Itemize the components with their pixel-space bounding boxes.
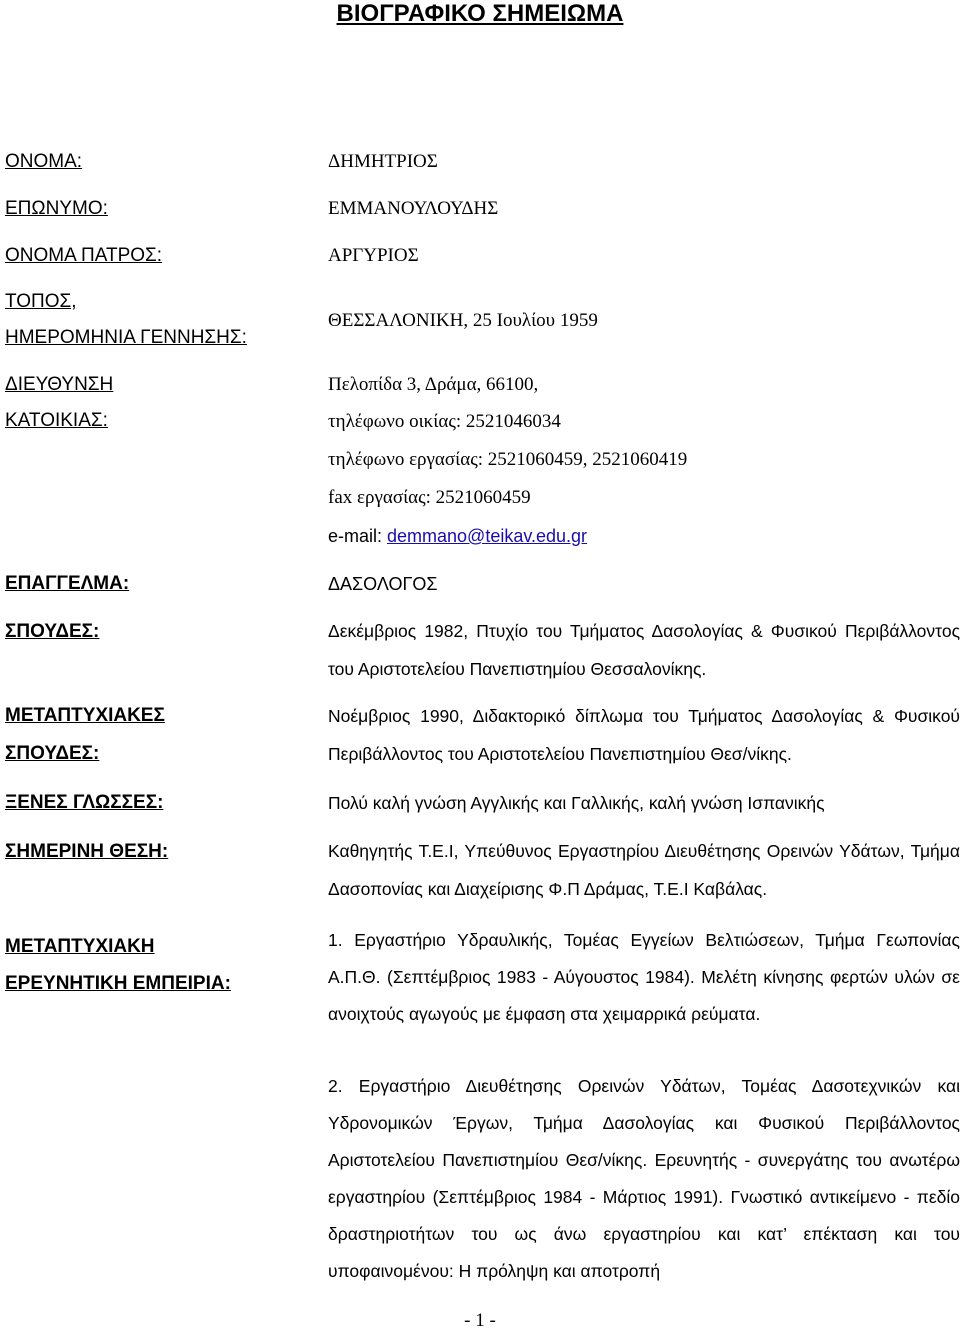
research-label-line-1: ΜΕΤΑΠΤΥΧΙΑΚΗ (5, 936, 155, 957)
email-link[interactable]: demmano@teikav.edu.gr (387, 526, 588, 546)
profession-value: ΔΑΣΟΛΟΓΟΣ (328, 574, 438, 594)
name-value: ΔΗΜΗΤΡΙΟΣ (328, 151, 438, 172)
address-label-line-1: ΔΙΕΥΘΥΝΣΗ (5, 374, 114, 395)
address-label-line-2: ΚΑΤΟΙΚΙΑΣ: (5, 410, 108, 431)
studies-label: ΣΠΟΥΔΕΣ: (5, 621, 100, 642)
languages-label: ΞΕΝΕΣ ΓΛΩΣΣΕΣ: (5, 792, 164, 813)
profession-label: ΕΠΑΓΓΕΛΜΑ: (5, 573, 130, 594)
postgrad-label-line-1: ΜΕΤΑΠΤΥΧΙΑΚΕΣ (5, 705, 165, 726)
current-position-value: Καθηγητής Τ.Ε.Ι, Υπεύθυνος Εργαστηρίου Διευθέτησης Ορεινών Υδάτων, Τμήμα Δασοπονίας και Διαχείρισης Φ.Π Δράμας, Τ.Ε.Ι Καβάλας. (328, 841, 960, 899)
work-phone-line: τηλέφωνο εργασίας: 2521060459, 2521060419 (328, 449, 688, 470)
languages-value: Πολύ καλή γνώση Αγγλικής και Γαλλικής, καλή γνώση Ισπανικής (328, 793, 825, 813)
studies-value: Δεκέμβριος 1982, Πτυχίο του Τμήματος Δασολογίας & Φυσικού Περιβάλλοντος του Αριστοτελείου Πανεπιστημίου Θεσσαλονίκης. (328, 621, 960, 679)
page-title: ΒΙΟΓΡΑΦΙΚΟ ΣΗΜΕΙΩΜΑ (336, 0, 624, 27)
research-item: 1. Εργαστήριο Υδραυλικής, Τομέας Εγγείων Βελτιώσεων, Τμήμα Γεωπονίας Α.Π.Θ. (Σεπτέμβριος 1983 - Αύγουστος 1984). Μελέτη κίνησης φερτών υλών σε ανοιχτούς αγωγούς με έμφαση στα χειμαρρικά ρεύματα. (328, 930, 960, 1024)
father-name-value: ΑΡΓΥΡΙΟΣ (328, 245, 419, 266)
current-position-label: ΣΗΜΕΡΙΝΗ ΘΕΣΗ: (5, 841, 169, 862)
father-name-label: ΟΝΟΜΑ ΠΑΤΡΟΣ: (5, 245, 163, 266)
surname-value: ΕΜΜΑΝΟΥΛΟΥΔΗΣ (328, 198, 499, 219)
page-number: - 1 - (464, 1310, 496, 1331)
address-line: Πελοπίδα 3, Δράμα, 66100, (328, 374, 539, 395)
fax-line: fax εργασίας: 2521060459 (328, 487, 531, 508)
research-item: 2. Εργαστήριο Διευθέτησης Ορεινών Υδάτων, Τομέας Δασοτεχνικών και Υδρονομικών Έργων, Τμήμα Δασολογίας και Φυσικού Περιβάλλοντος Αριστοτελείου Πανεπιστημίου Θεσ/νίκης. Ερευνητής - συνεργάτης του ανωτέρω εργαστηρίου (Σεπτέμβριος 1984 - Μάρτιος 1991). Γνωστικό αντικείμενο - πεδίο δραστηριοτήτων του ως άνω εργαστηρίου και κατ’ επέκταση και του υποφαινομένου: Η πρόληψη και αποτροπή (328, 1076, 960, 1281)
name-label: ΟΝΟΜΑ: (5, 151, 83, 172)
research-label-line-2: ΕΡΕΥΝΗΤΙΚΗ ΕΜΠΕΙΡΙΑ: (5, 973, 231, 994)
email-line (328, 524, 587, 548)
home-phone-line: τηλέφωνο οικίας: 2521046034 (328, 411, 561, 432)
birth-label-line-1: ΤΟΠΟΣ, (5, 291, 77, 312)
postgrad-value: Νοέμβριος 1990, Διδακτορικό δίπλωμα του Τμήματος Δασολογίας & Φυσικού Περιβάλλοντος του Αριστοτελείου Πανεπιστημίου Θεσ/νίκης. (328, 706, 960, 764)
surname-label: ΕΠΩΝΥΜΟ: (5, 198, 108, 219)
email-prefix: e-mail: (328, 526, 388, 546)
birth-label-line-2: ΗΜΕΡΟΜΗΝΙΑ ΓΕΝΝΗΣΗΣ: (5, 327, 247, 348)
birth-value: ΘΕΣΣΑΛΟΝΙΚΗ, 25 Ιουλίου 1959 (328, 310, 598, 331)
postgrad-label-line-2: ΣΠΟΥΔΕΣ: (5, 743, 100, 764)
